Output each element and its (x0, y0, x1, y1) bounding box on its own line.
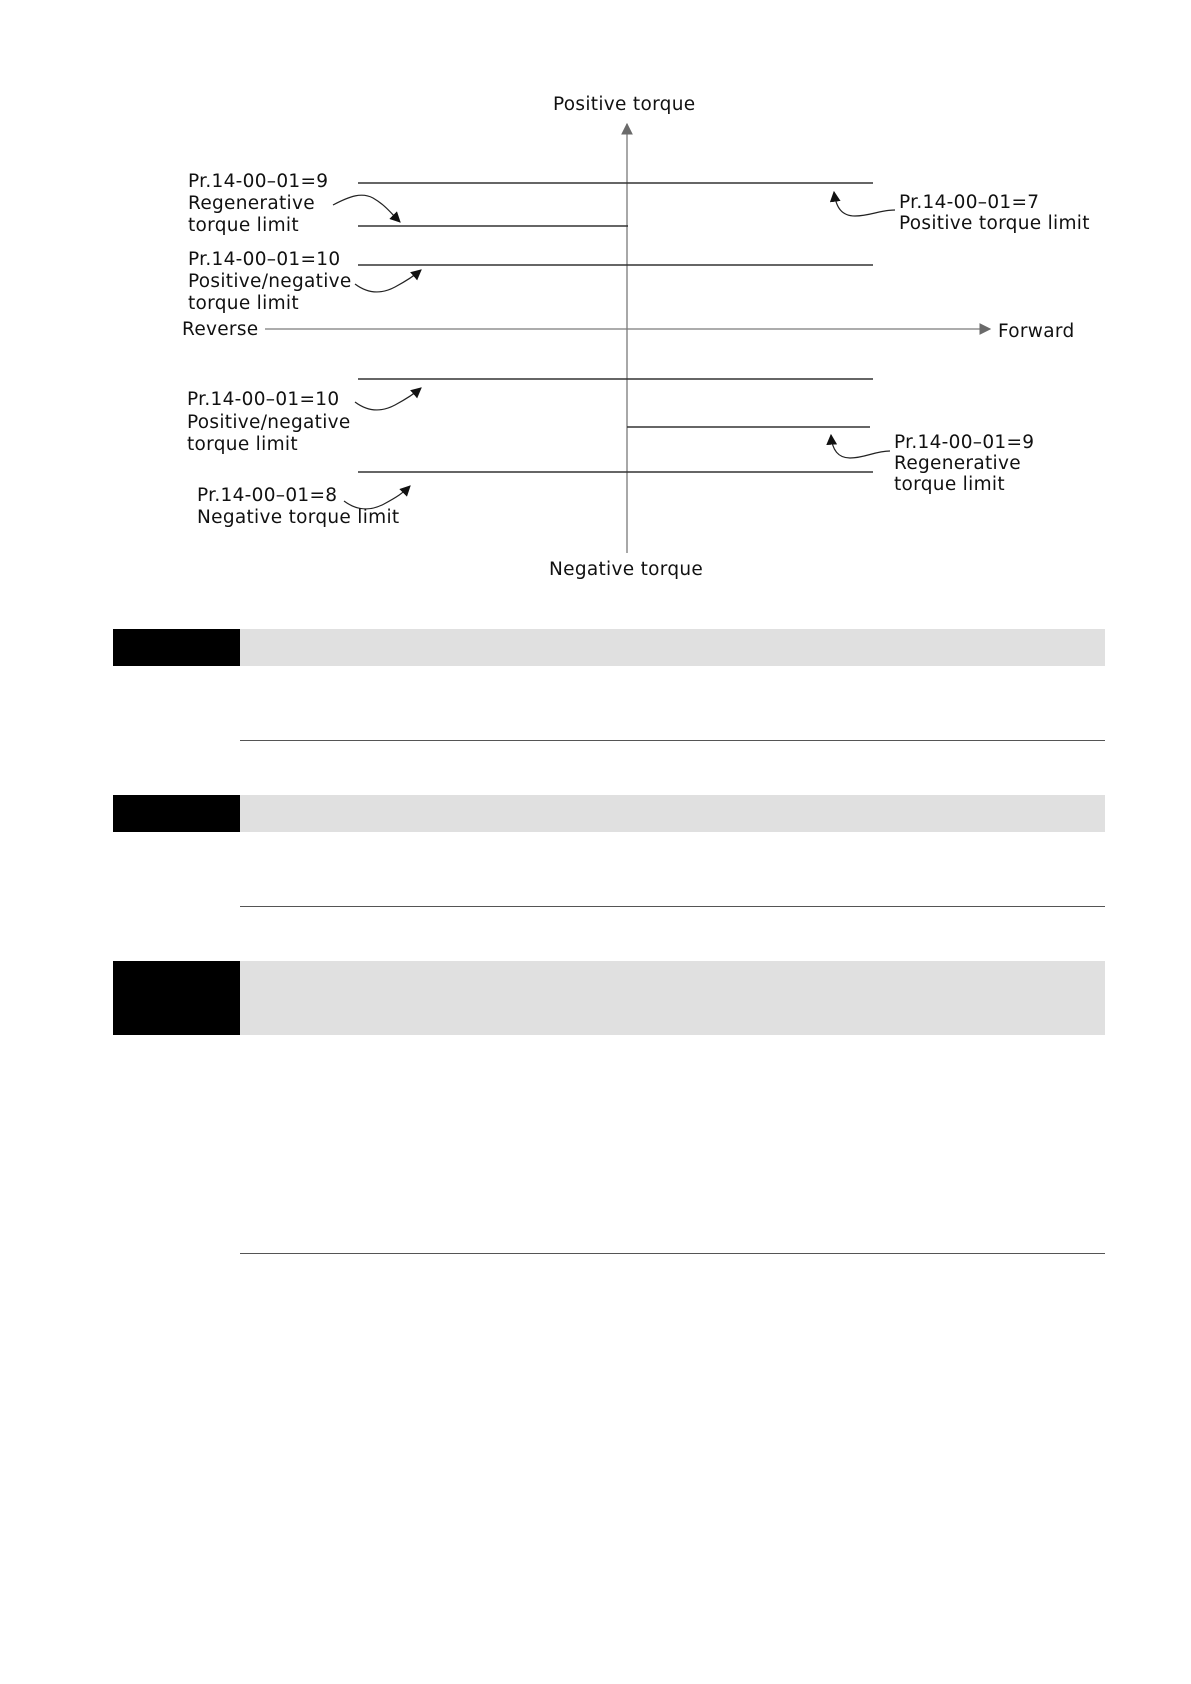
leader-arrow-pos-neg-lower (355, 388, 421, 410)
leader-arrow-regen-forward (831, 435, 890, 458)
parameter-code-tag (113, 795, 240, 832)
annotation-pos-neg-upper (188, 249, 352, 314)
parameter-header (113, 795, 1105, 832)
annotation-line: Positive/negative (188, 271, 352, 292)
parameter-header (113, 998, 1105, 1035)
parameter-block (113, 795, 1105, 907)
parameter-code-tag (113, 629, 240, 666)
parameter-block (113, 961, 1105, 1257)
leader-arrow-positive-limit (834, 192, 895, 216)
annotation-line: Regenerative (188, 193, 315, 214)
parameter-title-bar (240, 629, 1105, 666)
section-divider (240, 1253, 1105, 1254)
annotation-regen-forward (894, 432, 1034, 495)
parameter-code-tag (113, 998, 240, 1035)
annotation-line: Pr.14-00–01=9 (894, 432, 1035, 453)
axis-label-forward: Forward (998, 321, 1075, 342)
annotation-line: Pr.14-00–01=7 (899, 192, 1040, 213)
axis-label-positive-torque: Positive torque (553, 94, 696, 115)
parameter-header (113, 629, 1105, 666)
annotation-regen-reverse (188, 171, 328, 236)
annotation-line: Positive/negative (187, 412, 351, 433)
parameter-title-bar (240, 961, 1105, 998)
leader-arrow-regen-reverse (333, 195, 400, 222)
annotation-pos-neg-lower (187, 389, 351, 455)
annotation-negative-limit (197, 485, 399, 528)
annotation-line: Positive torque limit (899, 213, 1090, 234)
annotation-line: Negative torque limit (197, 507, 400, 528)
parameter-title-bar (240, 998, 1105, 1035)
annotation-positive-limit (899, 192, 1090, 234)
annotation-line: Pr.14-00–01=9 (188, 171, 329, 192)
torque-limit-diagram (0, 0, 1191, 600)
parameter-header (113, 961, 1105, 998)
annotation-line: Pr.14-00–01=10 (188, 249, 341, 270)
section-divider (240, 740, 1105, 741)
annotation-line: torque limit (188, 293, 299, 314)
annotation-line: Regenerative (894, 453, 1021, 474)
section-divider (240, 906, 1105, 907)
leader-arrow-pos-neg-upper (355, 270, 421, 292)
parameter-title-bar (240, 795, 1105, 832)
annotation-line: torque limit (188, 215, 299, 236)
axis-label-negative-torque: Negative torque (549, 559, 704, 580)
axis-label-reverse: Reverse (182, 319, 259, 340)
leader-arrow-negative-limit (344, 486, 410, 509)
annotation-line: torque limit (894, 474, 1005, 495)
annotation-line: torque limit (187, 434, 298, 455)
parameter-block (113, 629, 1105, 741)
annotation-line: Pr.14-00–01=10 (187, 389, 340, 410)
parameter-code-tag (113, 961, 240, 998)
annotation-line: Pr.14-00–01=8 (197, 485, 338, 506)
